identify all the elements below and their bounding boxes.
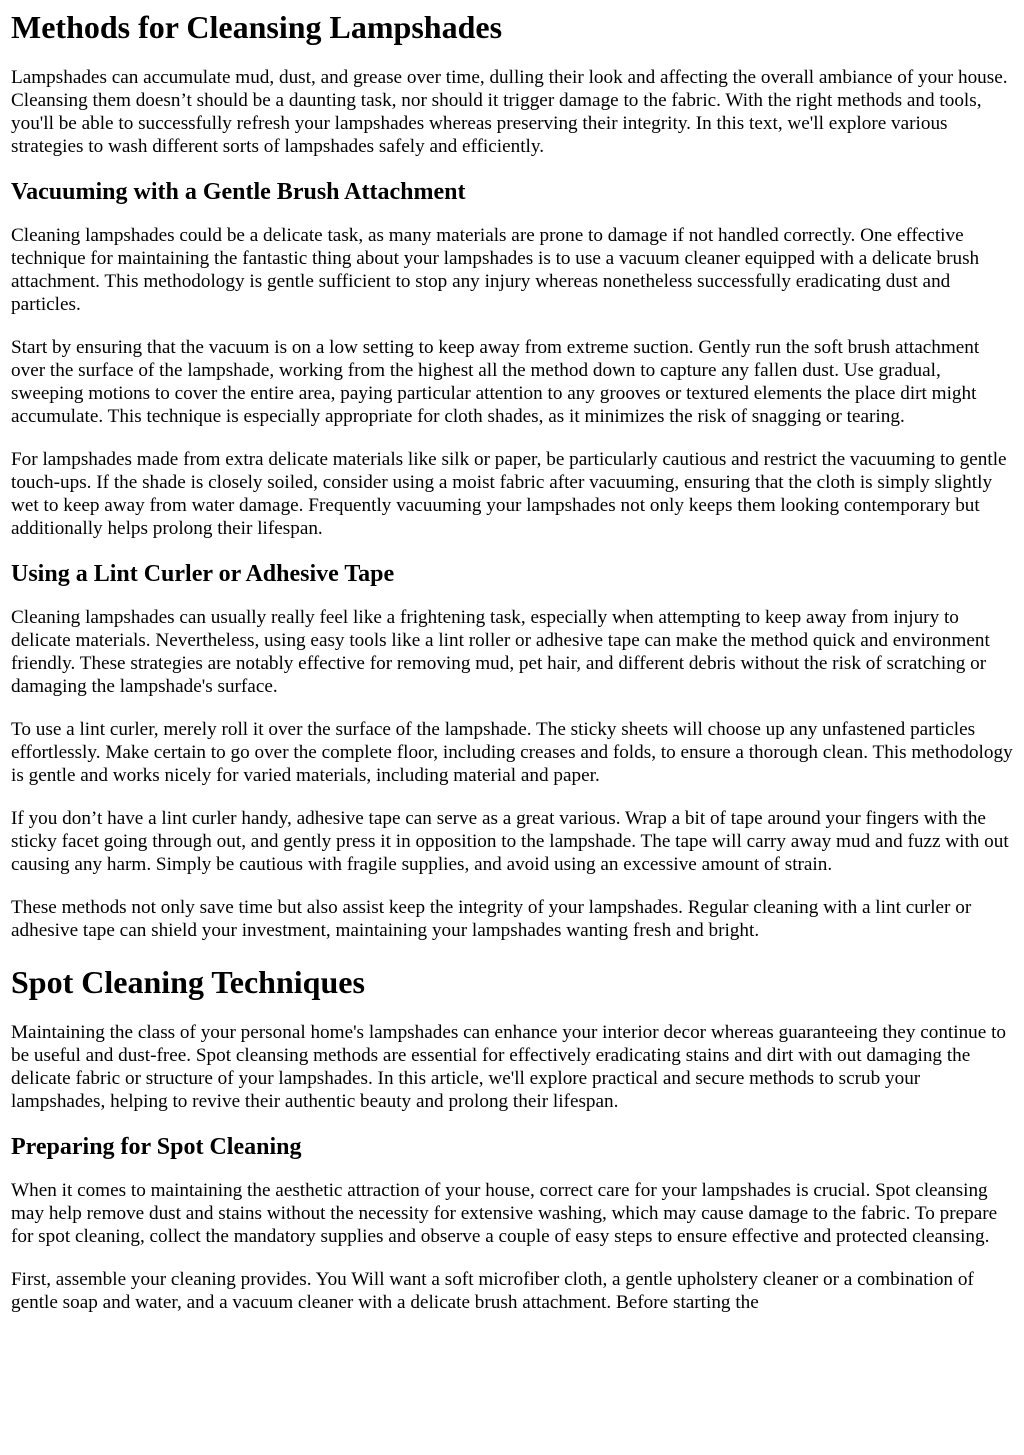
section-heading-lint-curler: Using a Lint Curler or Adhesive Tape (11, 561, 395, 587)
paragraph: First, assemble your cleaning provides. You Will want a soft microfiber cloth, a gentle upholstery cleaner or a combination of gentle soap and water, and a vacuum cleaner with a delicate brush attachment. Before starting the (11, 1269, 974, 1313)
paragraph: Start by ensuring that the vacuum is on a low setting to keep away from extreme suction. Gently run the soft brush attachment over the surface of the lampshade, working from the highest all the method down to capture any fallen dust. Use gradual, sweeping motions to cover the entire area, paying particular attention to any grooves or textured elements the place dirt might accumulate. This technique is especially appropriate for cloth shades, as it minimizes the risk of snagging or tearing. (11, 337, 980, 427)
paragraph: Cleaning lampshades can usually really feel like a frightening task, especially when attempting to keep away from injury to delicate materials. Nevertheless, using easy tools like a lint roller or adhesive tape can make the method quick and environment friendly. These strategies are notably effective for removing mud, pet hair, and different debris without the risk of scratching or damaging the lampshade's surface. (11, 607, 990, 697)
paragraph: Cleaning lampshades could be a delicate task, as many materials are prone to damage if not handled correctly. One effective technique for maintaining the fantastic thing about your lampshades is to use a vacuum cleaner equipped with a delicate brush attachment. This methodology is gentle sufficient to stop any injury whereas nonetheless successfully eradicating dust and particles. (11, 225, 980, 315)
section-heading-vacuuming: Vacuuming with a Gentle Brush Attachment (11, 179, 466, 205)
paragraph: These methods not only save time but also assist keep the integrity of your lampshades. Regular cleaning with a lint curler or adhesive tape can shield your investment, maintaining your lampshades wanting fresh and bright. (11, 897, 972, 941)
intro-paragraph: Maintaining the class of your personal home's lampshades can enhance your interior decor whereas guaranteeing they continue to be useful and dust-free. Spot cleansing methods are essential for effectively eradicating stains and dirt with out damaging the delicate fabric or structure of your lampshades. In this article, we'll explore practical and secure methods to scrub your lampshades, helping to revive their authentic beauty and prolong their lifespan. (11, 1022, 1007, 1112)
paragraph: For lampshades made from extra delicate materials like silk or paper, be particularly cautious and restrict the vacuuming to gentle touch-ups. If the shade is closely soiled, consider using a moist fabric after vacuuming, ensuring that the cloth is simply slightly wet to keep away from water damage. Frequently vacuuming your lampshades not only keeps them looking contemporary but additionally helps prolong their lifespan. (11, 449, 1007, 539)
section-heading-preparing: Preparing for Spot Cleaning (11, 1134, 302, 1160)
article (0, 9, 1024, 1314)
intro-paragraph: Lampshades can accumulate mud, dust, and grease over time, dulling their look and affecting the overall ambiance of your house. Cleansing them doesn’t should be a daunting task, nor should it trigger damage to the fabric. With the right methods and tools, you'll be able to successfully refresh your lampshades whereas preserving their integrity. In this text, we'll explore various strategies to wash different sorts of lampshades safely and efficiently. (11, 67, 1008, 157)
page-title: Methods for Cleansing Lampshades (11, 9, 503, 45)
section-title-spot-cleaning: Spot Cleaning Techniques (11, 964, 365, 1000)
paragraph: If you don’t have a lint curler handy, adhesive tape can serve as a great various. Wrap a bit of tape around your fingers with the sticky facet going through out, and gently press it in opposition to the lampshade. The tape will carry away mud and fuzz with out causing any harm. Simply be cautious with fragile supplies, and avoid using an excessive amount of strain. (11, 808, 1009, 875)
paragraph: To use a lint curler, merely roll it over the surface of the lampshade. The sticky sheets will choose up any unfastened particles effortlessly. Make certain to go over the complete floor, including creases and folds, to ensure a thorough clean. This methodology is gentle and works nicely for varied materials, including material and paper. (11, 719, 1013, 786)
paragraph: When it comes to maintaining the aesthetic attraction of your house, correct care for your lampshades is crucial. Spot cleansing may help remove dust and stains without the necessity for extensive washing, which may cause damage to the fabric. To prepare for spot cleaning, collect the mandatory supplies and observe a couple of easy steps to ensure effective and protected cleansing. (11, 1180, 998, 1247)
